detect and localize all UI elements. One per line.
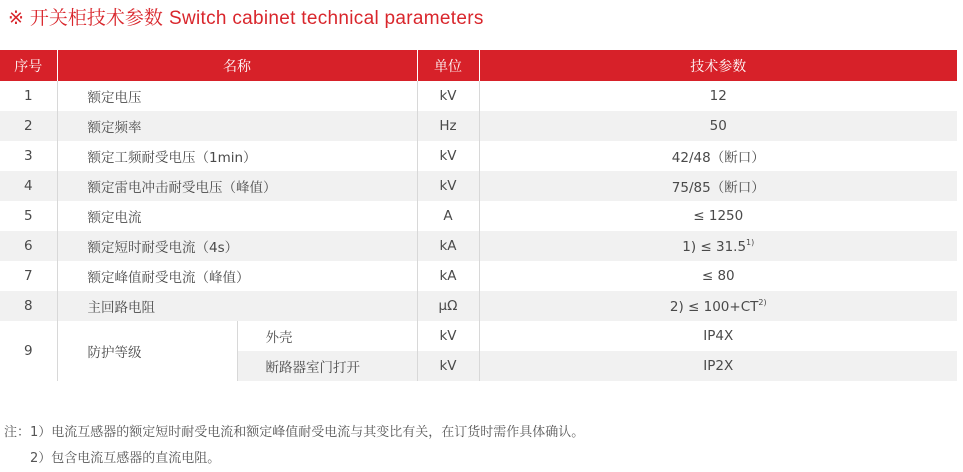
row-name: 额定频率 <box>57 111 417 141</box>
table-row <box>0 201 957 231</box>
row-unit: kV <box>417 351 479 381</box>
table-row <box>0 231 957 261</box>
row-unit: Hz <box>417 111 479 141</box>
row-name: 额定峰值耐受电流（峰值） <box>57 261 417 291</box>
row-subname: 外壳 <box>237 321 417 351</box>
row-value: IP4X <box>703 328 734 344</box>
row-name: 额定电流 <box>57 201 417 231</box>
row-value-text: 2) ≤ 100+CT <box>669 298 759 315</box>
row-no: 1 <box>0 81 57 111</box>
title-cn: 开关柜技术参数 <box>29 7 163 29</box>
table-row <box>0 261 957 291</box>
row-value: 50 <box>479 111 957 141</box>
row-unit: μΩ <box>417 291 479 321</box>
header-no: 序号 <box>0 50 57 81</box>
row-name: 额定电压 <box>57 81 417 111</box>
footnote-ref: 2) <box>758 297 767 307</box>
table-header-row <box>0 50 957 81</box>
table-row <box>0 141 957 171</box>
row-no: 2 <box>0 111 57 141</box>
row-no: 6 <box>0 231 57 261</box>
row-value: 12 <box>709 88 727 104</box>
row-name: 主回路电阻 <box>57 291 417 321</box>
row-name: 额定工频耐受电压（1min） <box>57 141 417 171</box>
row-name: 额定短时耐受电流（4s） <box>57 231 417 261</box>
row-value <box>479 231 957 261</box>
row-value-text: 1) ≤ 31.5 <box>682 238 747 255</box>
footnote-2: 2）包含电流互感器的直流电阻。 <box>30 451 221 466</box>
row-value: ≤ 1250 <box>693 208 744 224</box>
parameters-table <box>0 50 957 381</box>
table-row <box>0 291 957 321</box>
row-no: 3 <box>0 141 57 171</box>
header-unit: 单位 <box>417 50 479 81</box>
row-value: IP2X <box>479 351 957 381</box>
row-no: 5 <box>0 201 57 231</box>
row-value <box>479 291 957 321</box>
page-title <box>8 2 484 34</box>
table-row <box>0 111 957 141</box>
header-value: 技术参数 <box>479 50 957 81</box>
row-name: 额定雷电冲击耐受电压（峰值） <box>57 171 417 201</box>
footnote-ref: 1) <box>746 237 755 247</box>
row-name: 防护等级 <box>57 321 237 381</box>
table-row <box>0 81 957 111</box>
table-row <box>0 171 957 201</box>
header-name: 名称 <box>57 50 417 81</box>
row-no: 4 <box>0 171 57 201</box>
row-value: 42/48（断口） <box>671 150 765 166</box>
row-unit: kV <box>417 141 479 171</box>
row-unit: kV <box>417 81 479 111</box>
title-mark: ※ <box>8 7 24 29</box>
row-value: 75/85（断口） <box>479 171 957 201</box>
row-unit: kV <box>417 171 479 201</box>
row-no: 8 <box>0 291 57 321</box>
table-row <box>0 321 957 351</box>
footnote-1: 注：1）电流互感器的额定短时耐受电流和额定峰值耐受电流与其变比有关，在订货时需作具体确认。 <box>4 425 585 440</box>
title-en: Switch cabinet technical parameters <box>168 8 484 29</box>
row-no: 7 <box>0 261 57 291</box>
row-unit: kV <box>417 321 479 351</box>
row-subname: 断路器室门打开 <box>237 351 417 381</box>
row-unit: A <box>417 201 479 231</box>
footnotes <box>4 420 584 472</box>
row-value: ≤ 80 <box>701 268 735 284</box>
row-unit: kA <box>417 231 479 261</box>
row-no: 9 <box>0 321 57 381</box>
row-unit: kA <box>417 261 479 291</box>
